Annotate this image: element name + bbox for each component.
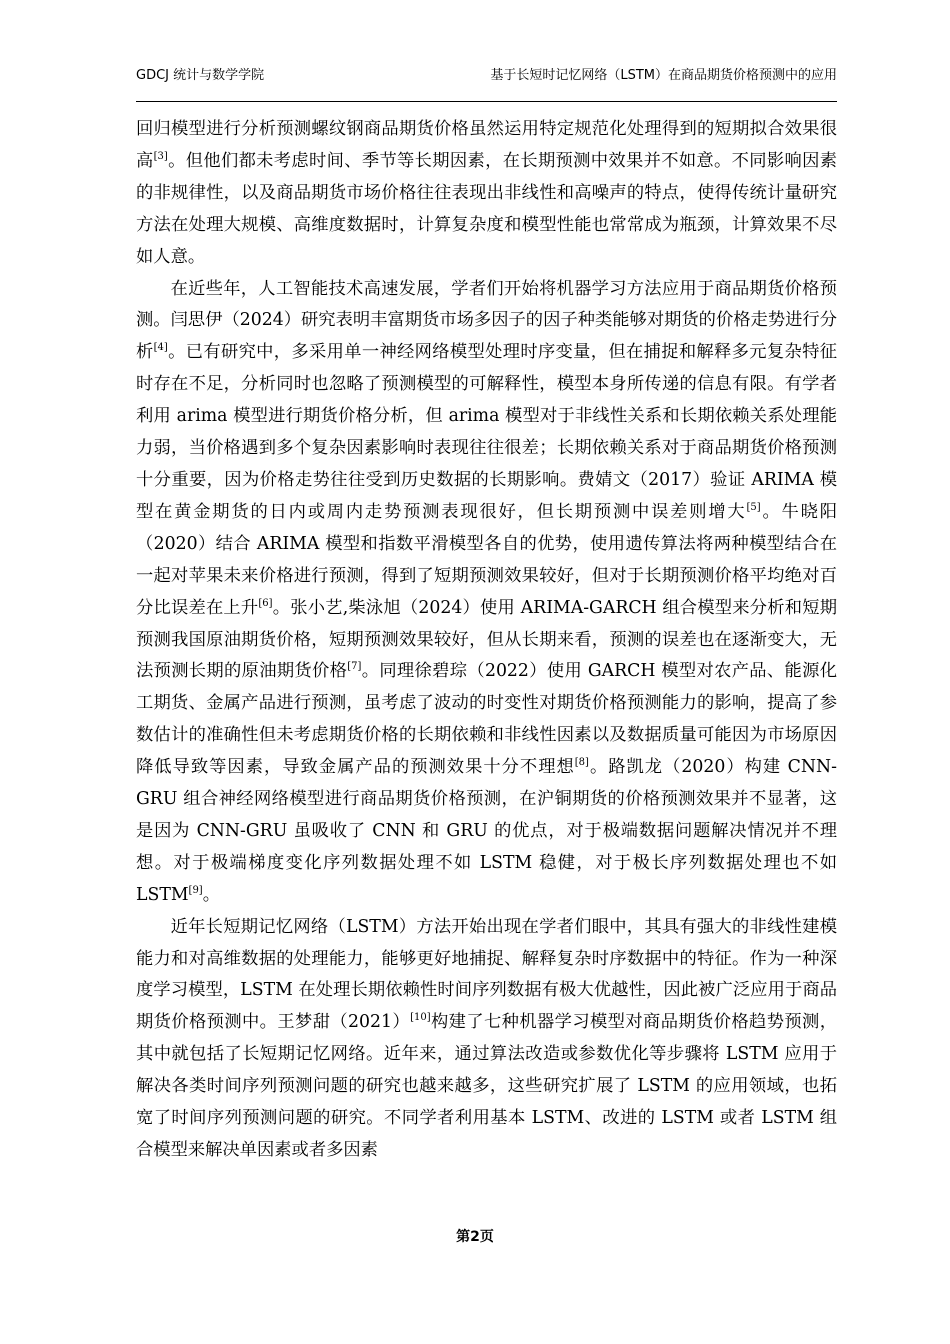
citation-ref: [7] — [347, 661, 362, 673]
citation-ref: [6] — [258, 597, 273, 609]
paragraph — [136, 274, 837, 912]
citation-ref: [4] — [153, 342, 168, 354]
paragraph — [136, 912, 837, 1167]
header-divider — [136, 101, 837, 102]
text-run: 构建了七种机器学习模型对商品期货价格趋势预测，其中就包括了长短期记忆网络。近年来，通过算法改造或参数优化等步骤将 LSTM 应用于解决各类时间序列预测问题的研究也越来越多，这些研究扩展了 LSTM 的应用领域，也拓宽了时间序列预测问题的研究。不同学者利用基本 LSTM、改进的 LSTM 或者 LSTM 组合模型来解决单因素或者多因素 — [136, 1012, 837, 1160]
text-run: 。已有研究中，多采用单一神经网络模型处理时序变量，但在捕捉和解释多元复杂特征时存在不足，分析同时也忽略了预测模型的可解释性，模型本身所传递的信息有限。有学者利用 arima 模型进行期货价格分析，但 arima 模型对于非线性关系和长期依赖关系处理能力弱，当价格遇到多个复杂因素影响时表现往往很差；长期依赖关系对于商品期货价格预测十分重要，因为价格走势往往受到历史数据的长期影响。费婧文（2017）验证 ARIMA 模型在黄金期货的日内或周内走势预测表现很好，但长期预测中误差则增大 — [136, 342, 837, 522]
text-run: 。牛晓阳（2020）结合 ARIMA 模型和指数平滑模型各自的优势，使用遗传算法将两种模型结合在一起对苹果未来价格进行预测，得到了短期预测效果较好，但对于长期预测价格平均绝对百分比误差在上升 — [136, 501, 837, 618]
citation-ref: [10] — [410, 1012, 431, 1024]
text-run: 。张小艺,柴泳旭（2024）使用 ARIMA-GARCH 组合模型来分析和短期预测我国原油期货价格，短期预测效果较好，但从长期来看，预测的误差也在逐渐变大，无法预测长期的原油期货价格 — [136, 597, 837, 682]
header-institution: GDCJ 统计与数学学院 — [136, 68, 265, 83]
text-run: 。路凯龙（2020）构建 CNN-GRU 组合神经网络模型进行商品期货价格预测，在沪铜期货的价格预测效果并不显著，这是因为 CNN-GRU 虽吸收了 CNN 和 GRU 的优点，对于极端数据问题解决情况并不理想。对于极端梯度变化序列数据处理不如 LSTM 稳健，对于极长序列数据处理也不如 LSTM — [136, 757, 837, 905]
text-run: 。同理徐碧琮（2022）使用 GARCH 模型对农产品、能源化工期货、金属产品进行预测，虽考虑了波动的时变性对期货价格预测能力的影响，提高了参数估计的准确性但未考虑期货价格的长期依赖和非线性因素以及数据质量可能因为市场原因降低导致等因素，导致金属产品的预测效果十分不理想 — [136, 661, 837, 778]
citation-ref: [8] — [574, 757, 589, 769]
citation-ref: [5] — [746, 501, 761, 513]
text-run: 在近些年，人工智能技术高速发展，学者们开始将机器学习方法应用于商品期货价格预测。闫思伊（2024）研究表明丰富期货市场多因子的因子种类能够对期货的价格走势进行分析 — [136, 278, 837, 363]
text-run: 。但他们都未考虑时间、季节等长期因素，在长期预测中效果并不如意。不同影响因素的非规律性，以及商品期货市场价格往往表现出非线性和高噪声的特点，使得传统计量研究方法在处理大规模、高维度数据时，计算复杂度和模型性能也常常成为瓶颈，计算效果不尽如人意。 — [136, 150, 837, 267]
text-run: 近年长短期记忆网络（LSTM）方法开始出现在学者们眼中，其具有强大的非线性建模能力和对高维数据的处理能力，能够更好地捕捉、解释复杂时序数据中的特征。作为一种深度学习模型，LSTM 在处理长期依赖性时间序列数据有极大优越性，因此被广泛应用于商品期货价格预测中。王梦甜（2021） — [136, 916, 837, 1033]
running-header — [136, 64, 837, 88]
citation-ref: [9] — [188, 884, 203, 896]
text-run: 回归模型进行分析预测螺纹钢商品期货价格虽然运用特定规范化处理得到的短期拟合效果很高 — [136, 119, 837, 171]
text-run: 。 — [202, 884, 221, 905]
body-text — [136, 114, 837, 1167]
paragraph — [136, 114, 837, 274]
page-number: 第2页 — [456, 1229, 494, 1245]
citation-ref: [3] — [153, 150, 168, 162]
header-paper-title: 基于长短时记忆网络（LSTM）在商品期货价格预测中的应用 — [490, 68, 837, 83]
